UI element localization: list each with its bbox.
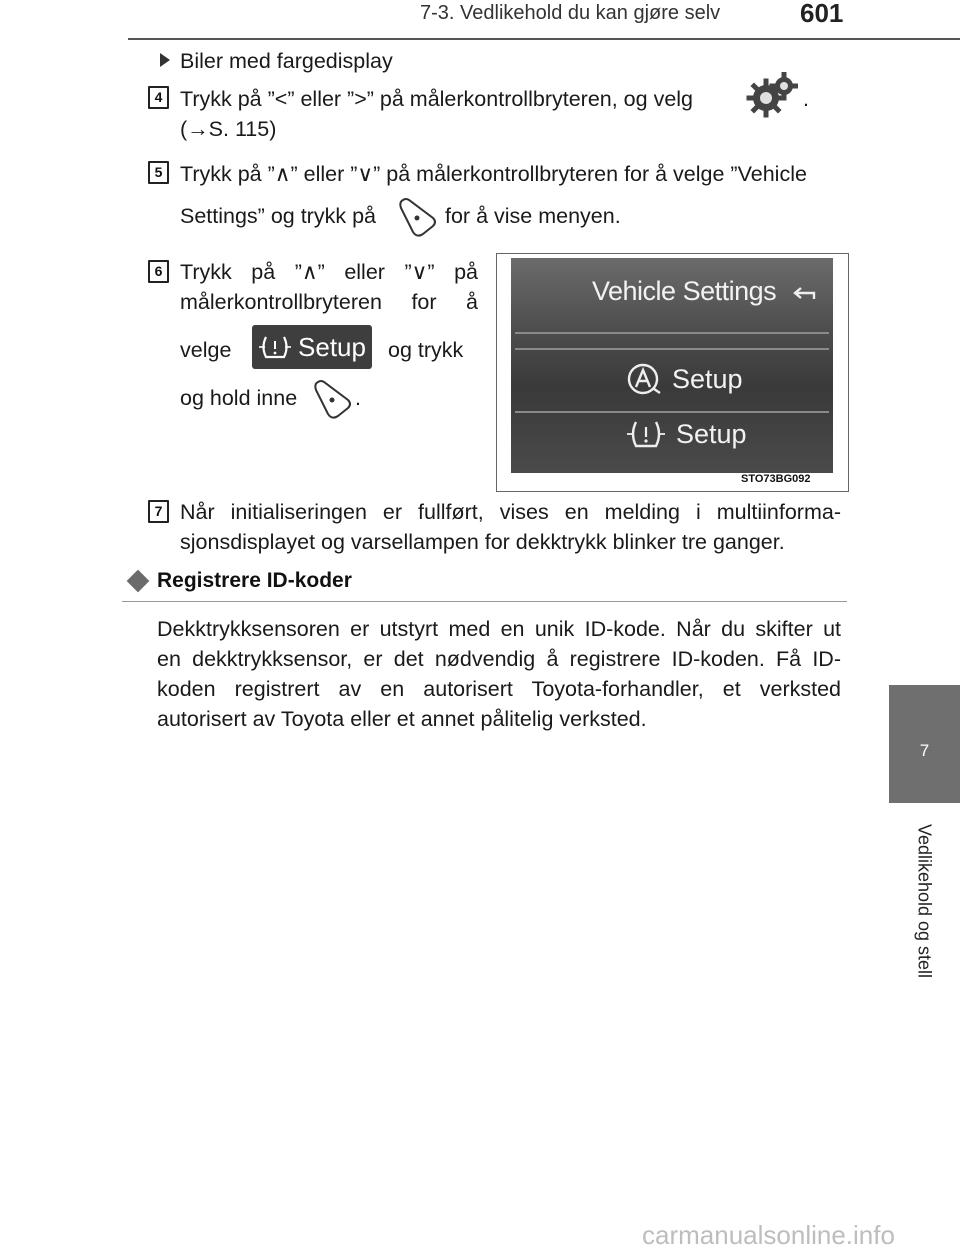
section-paragraph-line1: Dekktrykksensoren er utstyrt med en unik ID-kode. Når du skifter ut [157, 617, 841, 641]
watermark: carmanualsonline.info [642, 1220, 895, 1250]
step-5-line1: Trykk på ”∧” eller ”∨” på målerkontrollbryteren for å velge ”Vehicle [180, 162, 807, 186]
step-4-text-part1: Trykk på ”<” eller ”>” på målerkontrollbryteren, og velg [180, 87, 694, 111]
step-7-line1: Når initialiseringen er fullført, vises en melding i multiinforma- [180, 500, 841, 524]
intro-bullet-text: Biler med fargedisplay [180, 49, 393, 73]
step-6-line3a: velge [180, 338, 232, 362]
step-number-7: 7 [148, 500, 169, 523]
screen-item-auto-setup [626, 362, 743, 396]
section-paragraph-line4: autorisert av Toyota eller et annet pålitelig verksted. [157, 707, 647, 731]
step-4-reference: (→S. 115) [180, 117, 277, 141]
screen-title: Vehicle Settings [592, 276, 777, 306]
page-number: 601 [800, 0, 844, 28]
settings-gear-icon [746, 72, 798, 123]
bullet-arrow-icon [160, 53, 170, 67]
chapter-title: Vedlikehold og stell [914, 823, 935, 979]
section-title: Registrere ID-koder [157, 569, 352, 592]
step-number-5: 5 [148, 161, 169, 184]
step-6-line4b: . [355, 386, 361, 410]
section-rule [122, 601, 847, 602]
step-6-line1: Trykk på ”∧” eller ”∨” på [180, 260, 478, 284]
tire-setup-chip [252, 325, 372, 369]
screen-item-label: Setup [672, 363, 743, 394]
section-diamond-icon [127, 570, 150, 593]
step-number-6: 6 [148, 260, 169, 283]
chapter-number: 7 [919, 741, 930, 760]
figure-caption: STO73BG092 [741, 473, 811, 485]
step-5-line2a: Settings” og trykk på [180, 204, 376, 228]
screen-divider [515, 411, 829, 413]
step-7-line2: sjonsdisplayet og varsellampen for dekktrykk blinker tre ganger. [180, 530, 785, 554]
step-6-line4a: og hold inne [180, 386, 298, 410]
step-5-line2b: for å vise menyen. [445, 204, 621, 228]
ok-button-icon-2 [312, 378, 354, 427]
tire-pressure-icon [626, 418, 666, 450]
step-4-text-end: . [803, 87, 809, 111]
screen-divider [515, 348, 829, 350]
step-6-line3b: og trykk [388, 338, 464, 362]
section-paragraph-line3: koden registrert av en autorisert Toyota-forhandler, et verksted [157, 677, 841, 701]
ok-button-icon [397, 196, 439, 245]
header-rule [128, 38, 960, 40]
setup-chip-label: Setup [298, 331, 366, 362]
screen-item-label: Setup [676, 418, 747, 449]
step-6-line2: målerkontrollbryteren for å [180, 290, 478, 314]
section-paragraph-line2: en dekktrykksensor, er det nødvendig å registrere ID-koden. Få ID- [157, 647, 841, 671]
auto-setup-icon [626, 362, 662, 396]
tire-pressure-icon [258, 333, 292, 361]
screen-divider [515, 332, 829, 334]
step-number-4: 4 [148, 86, 169, 109]
back-arrow-icon [792, 283, 818, 303]
step-4-text [180, 84, 693, 114]
screen-item-tire-setup [626, 418, 747, 450]
header-section-title: 7-3. Vedlikehold du kan gjøre selv [420, 2, 721, 24]
